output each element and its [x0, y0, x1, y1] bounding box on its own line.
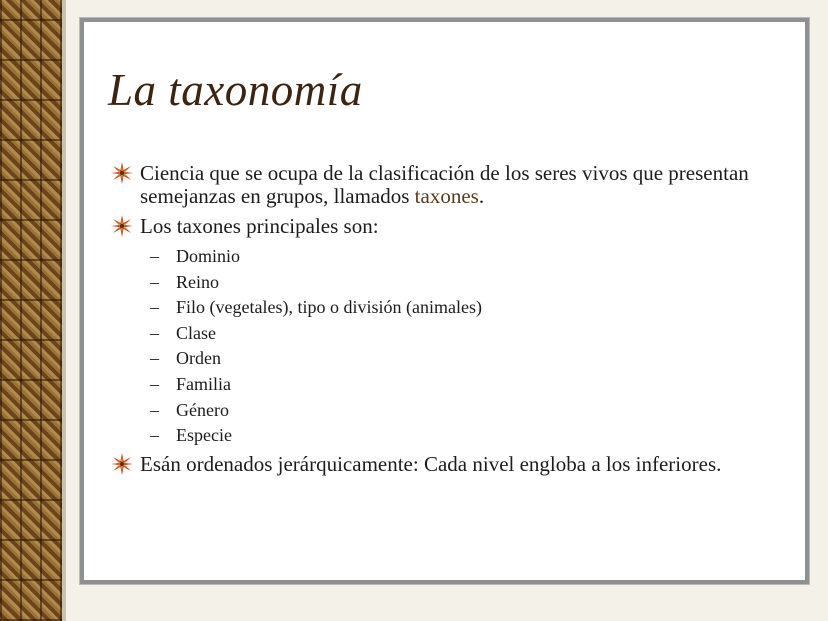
star-bullet-icon: [110, 452, 134, 476]
bullet-taxa-intro: [110, 215, 800, 238]
taxon-label: Familia: [176, 373, 231, 394]
list-item: [110, 423, 800, 449]
dash-marker: –: [150, 246, 159, 266]
dash-marker: –: [150, 322, 159, 343]
dash-marker: –: [150, 399, 159, 420]
slide-panel: [80, 18, 809, 584]
bullet-definition-end: .: [478, 184, 485, 208]
dash-marker: –: [150, 348, 159, 369]
dash-marker: –: [150, 297, 159, 318]
bullet-hierarchy-text: Esán ordenados jerárquicamente: Cada nivel engloba a los inferiores.: [140, 451, 722, 476]
dash-marker: –: [150, 425, 159, 446]
taxa-list: [110, 244, 800, 449]
dash-marker: –: [150, 373, 159, 394]
star-bullet-icon: [110, 161, 134, 185]
bullet-hierarchy: [110, 453, 800, 476]
taxon-label: Reino: [176, 271, 219, 292]
taxon-label: Clase: [176, 322, 216, 343]
slide-title: La taxonomía: [108, 65, 363, 115]
slide-content: [110, 162, 800, 483]
taxon-label: Especie: [176, 425, 232, 446]
list-item: [110, 398, 800, 424]
list-item: [110, 321, 800, 347]
dash-marker: –: [150, 271, 159, 292]
list-item: [110, 295, 800, 321]
list-item: [110, 244, 800, 270]
bullet-taxa-intro-text: Los taxones principales son:: [140, 214, 379, 238]
taxon-label: Género: [176, 399, 229, 420]
taxones-highlight: taxones: [414, 184, 479, 208]
bullet-definition: [110, 162, 800, 208]
taxon-label: Dominio: [176, 246, 241, 266]
taxon-label: Orden: [176, 348, 221, 369]
taxon-label: Filo (vegetales), tipo o división (animales): [176, 297, 482, 318]
list-item: [110, 372, 800, 398]
star-bullet-icon: [110, 214, 134, 238]
strip-divider: [62, 0, 66, 621]
bullet-definition-text: Ciencia que se ocupa de la clasificación de los seres vivos que presentan semejanzas en grupos, llamados: [140, 161, 749, 208]
list-item: [110, 346, 800, 372]
decorative-wood-strip: [0, 0, 62, 621]
list-item: [110, 270, 800, 296]
